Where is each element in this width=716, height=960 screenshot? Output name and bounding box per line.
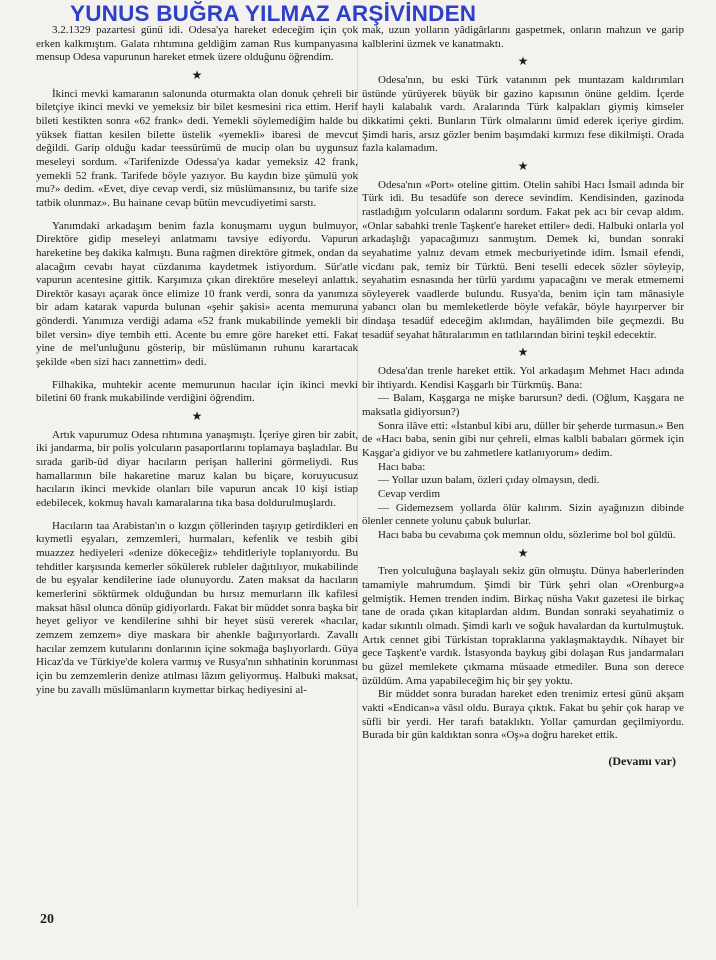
archive-watermark: YUNUS BUĞRA YILMAZ ARŞİVİNDEN	[70, 1, 477, 26]
dialog-line: — Gidemezsem yollarda ölür kalırım. Sizin ayağınızın dibinde ölenler cennete yolunu çabuk bulurlar.	[362, 501, 684, 528]
section-star: ★	[191, 409, 203, 424]
section-star: ★	[191, 67, 203, 82]
page-number: 20	[40, 912, 54, 927]
dialog-line: Sonra ilâve etti: «İstanbul kibi aru, düller bir şeherde turmasun.» Ben de «Hacı baba, senin gibi nur çehreli, elmas kalbli babaları görmek için Kaşgar'a gidiyor ve bu zahmetlere katlanıyorum» dedim.	[362, 419, 684, 460]
spacer	[36, 370, 358, 379]
paragraph: Odesa'nın «Port» oteline gittim. Otelin sahibi Hacı İsmail adında bir Türk idi. Bu tesadüfe son derece sevindim. Kendisinden, gazinoda rastladığım yolcuların odalarını sordum. Fakat pek acı bir cevap aldım. «Onlar sabahki trenle Taşkent'e hareket ettiler» dedi. Halbuki onlarla yol arkadaşlığı yapacağımızı sanmıştım. Demek ki, bundan sonraki seyahatime yalnız devam etmek mecburiyetinde idim. İsmail efendi, vicdanı pak, temiz bir Türktü. Beni teselli edecek sözler söyleyip, seyahatim esnasında her türlü yardımı yapacağını ve merak etmememi söyleyerek vaadlerde bulundu. Rusya'da, benim için tam mânasiyle yabancı olan bu memleketlerde böyle vefakâr, böyle hayırperver bir dindaşa tesadüf edeceğim aklımdan, hayâlimden bile geçmezdi. Bu tesadüf seyahat hâtıralarımın en tatlılarından birini teşkil edecektir.	[362, 178, 684, 341]
dialog-line: — Yollar uzun balam, özleri çıday olmaysın, dedi.	[378, 474, 600, 487]
continued-note: (Devamı var)	[608, 753, 676, 768]
paragraph: Filhakika, muhtekir acente memurunun hacılar için ikinci mevki biletini 60 frank mukabilinde verdiğini öğrendim.	[36, 378, 358, 405]
section-star: ★	[517, 158, 529, 173]
dialog-line: — Balam, Kaşgarga ne mişke barursun? dedi. (Oğlum, Kaşgara ne maksatla gidiyorsun?)	[362, 392, 684, 419]
paragraph: Odesa'nın, bu eski Türk vatanının pek muntazam kaldırımları üstünde yürüyerek büyük bir gazino kapısının önüne geldim. İçerde hayli kalabalık vardı. Aralarında Türk kalpakları giymiş kimseler dikkatimi çekti. Bunların Türk olmalarını ümid ederek içeriye girdim. Şimdi haris, arsız gözler benim başımdaki kırmızı fese dikilmişti. Orada fazla kalamadım.	[362, 73, 684, 155]
section-star: ★	[517, 545, 529, 560]
dialog-line: Cevap verdim	[378, 488, 441, 500]
section-star: ★	[517, 54, 529, 69]
paragraph: Hacıların taa Arabistan'ın o kızgın çöllerinden taşıyıp getirdikleri en kıymetli eşyaları, zemzemleri, hurmaları, kefenlik ve tesbih gibi muazzez hediyeleri «denize dökeceğiz» tehditleriyle toplanıyordu. Bu tehditler karşısında kemerler sökülerek rubleler dağıtılıyor, mukabilinde de bu eşyalar kendilerine iade olunuyordu. Zaten maksat da hacıların kemerlerini söktürmek olduğundan bu hırsız memurların ilk kafilesi maksat hâsıl olunca dönüp gidiyorlardı. Fakat bir müddet sonra başka bir heyet geliyor ve kendilerine sıhhi bir heyet süsü vererek «hacılar, zemzem zemzem» diye maskara bir ahenkle bağırıyorlardı. Zavallı hacılar zemzem kutularını donlarının içine sokmağa başlıyorlardı. Güya Hicaz'da ve Türkiye'de kolera varmış ve Rusya'nın sıhhatinin korunması için bu zemzemlerin denize atılması lâzım geliyormuş. Halbuki maksat, yine bu zavallı müslümanların kıymettar birkaç hediyesini al-	[36, 519, 358, 696]
paragraph: Yanımdaki arkadaşım benim fazla konuşmamı uygun bulmuyor, Direktöre gidip meseleyi anlatmamı tavsiye ediyordu. Vapurun hareketine beş dakika kalmıştı. Buna rağmen direktöre gitmek, ondan da alacağım cevabı hayat cüzdanıma kaydetmek istiyordum. Sür'atle vapurun acentesine gittik. Karşımıza çıkan direktöre meseleyi anlattık. Direktör kasayı açarak önce elimize 10 frank verdi, sonra da yanımıza bir adam katarak vapurda bulunan «şehir şakisi» acenta memuruna gönderdi. Yanımıza verdiği adama «52 frank mukabilinde yemekli bir bilet versin» diye tembih etti. Acente bu emre göre hareket etti. Fakat yine de mel'unluğunu gösterip, bir müslümanın ruhunu karartacak şekilde «ben sizi hacı zannettim» dedi.	[36, 219, 358, 369]
right-column	[362, 24, 684, 768]
paragraph: Bir müddet sonra buradan hareket eden trenimiz ertesi günü akşam vakti «Endican»a vâsıl oldu. Buraya çıktık. Fakat bu şehir çok harap ve süfli bir yerdi. Her tarafı bataklıktı. Yollar çamurdan geçilmiyordu. Burada bir gün kaldıktan sonra «Oş»a doğru hareket ettik.	[362, 688, 684, 742]
paragraph: mak, uzun yolların yâdigârlarını gaspetmek, onların mahzun ve garip kalblerini üzmek ve kanatmaktı.	[362, 24, 684, 50]
dialog-line: Hacı baba bu cevabıma çok memnun oldu, sözlerime bol bol güldü.	[378, 528, 676, 541]
spacer	[36, 511, 358, 520]
paragraph: Artık vapurumuz Odesa rıhtımına yanaşmıştı. İçeriye giren bir zabit, iki jandarma, bir polis yolcuların pasaportlarını toplamaya başladılar. Bu sırada garib-üd diyar hacıların perişan hallerini görmeliydi. Rus hamallarının bile hakaretine maruz kalan bu biçare, koruyucusuz hacıların ikinci mevkide olanları bile vapurun ancak 10 kişi istiap edebilecek, kokmuş havalı kamaralarına tıka basa doldurulmuşlardı.	[36, 428, 358, 509]
paragraph: İkinci mevki kamaranın salonunda oturmakta olan donuk çehreli bir biletçiye ikinci mevki ve yemeksiz bir bilet kesmesini rica ettim. Herif bileti kestikten sonra «62 frank» dedi. Yemekli söylemediğim halde bu yüksek fiattan kesilen bilette üstelik «yemekli» ibaresi de mevcut değildi. Garip olduğu kadar teessürümü de mucip olan bu uygunsuz meseleyi sordum. «Tarifenizde Odessa'ya kadar yemeksiz 42 frank, yemekli 52 frank. Tarifede böyle yazıyor. Bu kaydın bize şümulü yok mu?» dedim. «Evet, diye cevap verdi, siz müslümansınız, bu tarife size tatbik olunmaz». Bu hainane cevap bütün mevcudiyetimi sarstı.	[36, 87, 358, 209]
spacer	[36, 211, 358, 220]
paragraph: Tren yolculuğuna başlayalı sekiz gün olmuştu. Dünya haberlerinden tamamiyle mahrumdum. Şimdi bir Türk şehri olan «Orenburg»a gelmiştik. Hemen trenden indim. Birkaç nüsha Vakıt gazetesi ile birkaç tane de orada çıkan kitaplardan aldım. Bundan sonraki seyahatimiz o kadar sıkıntılı olmadı. Şimdi karlı ve soğuk havalardan da kurtulmuştuk. Artık cennet gibi Türkistan topraklarına yaklaşmaktaydık. Nihayet bir gece Taşkent'e vardık. İstasyonda baykuş gibi dolaşan Rus jandarmaları bu güzel memlekete çıkmama müsaade etmediler. Buna son derece üzüldüm. Ama yapabileceğim hiç bir şey yoktu.	[362, 565, 684, 687]
paragraph: 3.2.1329 pazartesi günü idi. Odesa'ya hareket edeceğim için çok erken kalkmıştım. Galata rıhtımına geldiğim zaman Rus kumpanyasına mensup Odesa vapurunun hareket etmek üzere olduğunu öğrendim.	[36, 24, 358, 64]
dialog-line: Hacı baba:	[378, 460, 426, 473]
section-star: ★	[517, 345, 529, 360]
left-column	[36, 24, 358, 697]
paragraph: Odesa'dan trenle hareket ettik. Yol arkadaşım Mehmet Hacı adında bir ihtiyardı. Kendisi Kaşgarlı bir Türkmüş. Bana:	[362, 365, 684, 391]
